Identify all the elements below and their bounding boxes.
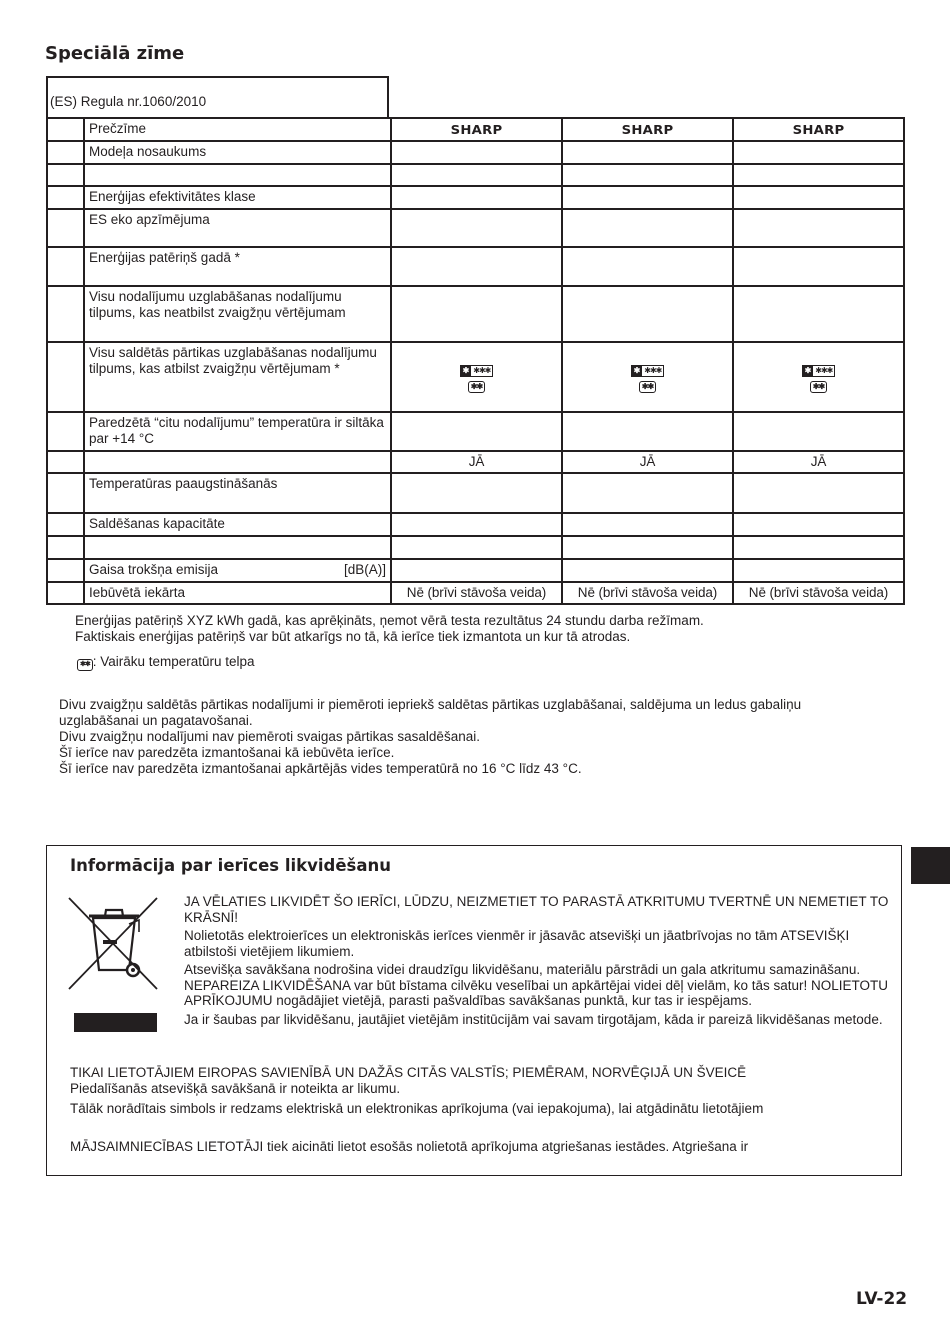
regulation-header — [46, 76, 389, 118]
value-cell — [391, 286, 562, 342]
note-line: Šī ierīce nav paredzēta izmantošanai apkārtējās vides temperatūrā no 16 °C līdz 43 °C. — [59, 761, 582, 776]
eu-line: Piedalīšanās atsevišķā savākšanā ir noteikta ar likumu. — [70, 1080, 401, 1096]
disposal-eu-section — [70, 1065, 890, 1159]
disposal-info-box — [46, 845, 902, 1176]
table-row — [47, 164, 904, 186]
row-index-cell — [47, 412, 84, 451]
row-label — [84, 559, 391, 582]
value-cell — [562, 582, 733, 604]
row-index-cell — [47, 559, 84, 582]
row-label-text: Saldēšanas kapacitāte — [89, 516, 225, 531]
two-star-icon: ✱✱ — [810, 381, 827, 393]
row-index-cell — [47, 513, 84, 536]
value-text: JĀ — [810, 454, 827, 469]
value-cell — [391, 247, 562, 286]
row-label — [84, 582, 391, 604]
crossed-out-bin-icon — [67, 896, 159, 991]
disposal-paragraph: Atsevišķa savākšana nodrošina videi draudzīgu likvidēšanu, materiālu pārstrādi un gala atkritumu samazināšanu. NEPAREIZA LIKVIDĒŠANA var būt bīstama cilvēku veselībai un apkārtējai videi dēļ vielām, ko tās satur! NOLIETOTU APRĪKOJUMU nogādājiet vietējā, parasti pašvaldības savākšanas punktā, kur tas ir iespējams. — [184, 962, 889, 1008]
value-cell — [733, 473, 904, 513]
row-index-cell — [47, 536, 84, 559]
disposal-paragraph: Nolietotās elektroierīces un elektroniskās ierīces vienmēr ir jāsavāc atsevišķi un jāatbrīvojas no tām ATSEVIŠĶI atbilstoši vietējiem likumiem. — [184, 928, 850, 959]
row-label — [84, 513, 391, 536]
row-label-text: Iebūvētā iekārta — [89, 585, 186, 600]
value-cell — [562, 164, 733, 186]
value-cell — [391, 473, 562, 513]
freezer-star-light: ✱✱✱ — [815, 366, 833, 375]
table-row — [47, 342, 904, 412]
symbol-legend — [77, 654, 255, 671]
row-label-text: Temperatūras paaugstināšanās — [89, 476, 278, 491]
row-index-cell — [47, 286, 84, 342]
row-index-cell — [47, 342, 84, 412]
row-label-text: Paredzētā “citu nodalījumu” temperatūra ir siltāka par +14 °C — [89, 415, 384, 446]
table-row — [47, 118, 904, 141]
disposal-text — [184, 894, 889, 1030]
row-index-cell — [47, 247, 84, 286]
brand-logo: SHARP — [792, 122, 845, 137]
table-row — [47, 286, 904, 342]
value-cell — [733, 582, 904, 604]
spec-table — [46, 117, 905, 605]
value-cell — [562, 209, 733, 247]
value-cell — [391, 164, 562, 186]
page-title: Speciālā zīme — [45, 43, 185, 64]
note-line: Šī ierīce nav paredzēta izmantošanai kā iebūvēta ierīce. — [59, 745, 395, 760]
energy-footnote-line-2: Faktiskais enerģijas patēriņš var būt atkarīgs no tā, kā ierīce tiek izmantota un kur tā atrodas. — [75, 629, 631, 644]
value-cell — [391, 513, 562, 536]
table-row — [47, 513, 904, 536]
row-label — [84, 141, 391, 164]
value-cell — [391, 451, 562, 473]
row-index-cell — [47, 141, 84, 164]
value-text: Nē (brīvi stāvoša veida) — [577, 585, 718, 600]
row-label — [84, 412, 391, 451]
value-text: JĀ — [639, 454, 656, 469]
value-cell — [733, 536, 904, 559]
value-cell — [733, 451, 904, 473]
value-cell — [391, 559, 562, 582]
table-row — [47, 473, 904, 513]
brand-logo: SHARP — [450, 122, 503, 137]
note-line: Divu zvaigžņu saldētās pārtikas nodalījumi ir piemēroti iepriekš saldētas pārtikas uzglabāšanai, saldējuma un ledus gabaliņu uzglabāšanai un pagatavošanai. — [59, 697, 802, 728]
freezer-star-light: ✱✱✱ — [473, 366, 491, 375]
symbol-line: Tālāk norādītais simbols ir redzams elektriskā un elektronikas aprīkojuma (vai iepakojuma), lai atgādinātu lietotājiem — [70, 1101, 764, 1116]
value-cell — [733, 513, 904, 536]
notes-block — [59, 697, 879, 777]
table-row — [47, 412, 904, 451]
row-label — [84, 286, 391, 342]
four-star-icon — [392, 361, 561, 393]
row-label — [84, 118, 391, 141]
row-label — [84, 186, 391, 209]
row-label — [84, 247, 391, 286]
value-cell — [562, 536, 733, 559]
row-index-cell — [47, 451, 84, 473]
value-cell — [391, 536, 562, 559]
value-cell — [733, 342, 904, 412]
value-cell — [733, 186, 904, 209]
value-cell — [391, 118, 562, 141]
row-index-cell — [47, 118, 84, 141]
row-label-text: ES eko apzīmējuma — [89, 212, 210, 227]
row-label — [84, 451, 391, 473]
value-cell — [562, 473, 733, 513]
table-row — [47, 582, 904, 604]
value-cell — [733, 412, 904, 451]
regulation-label: (ES) Regula nr.1060/2010 — [50, 94, 207, 109]
freezer-star-dark: ✱ — [633, 366, 641, 375]
value-cell — [733, 559, 904, 582]
table-row — [47, 186, 904, 209]
value-text: Nē (brīvi stāvoša veida) — [748, 585, 889, 600]
value-cell — [391, 186, 562, 209]
row-index-cell — [47, 209, 84, 247]
row-label-text: Gaisa trokšņa emisija — [89, 562, 219, 577]
freezer-star-dark: ✱ — [462, 366, 470, 375]
row-label — [84, 536, 391, 559]
two-star-icon: ✱✱ — [639, 381, 656, 393]
section-tab-marker — [911, 847, 950, 884]
freezer-star-dark: ✱ — [804, 366, 812, 375]
table-row — [47, 451, 904, 473]
four-star-icon — [734, 361, 903, 393]
row-index-cell — [47, 186, 84, 209]
row-label-text: Enerģijas efektivitātes klase — [89, 189, 256, 204]
value-cell — [562, 118, 733, 141]
value-cell — [562, 451, 733, 473]
table-row — [47, 209, 904, 247]
row-label-text: Modeļa nosaukums — [89, 144, 207, 159]
row-index-cell — [47, 582, 84, 604]
two-star-icon: ✱✱ — [77, 659, 93, 671]
brand-logo: SHARP — [621, 122, 674, 137]
value-cell — [733, 209, 904, 247]
eu-heading: TIKAI LIETOTĀJIEM EIROPAS SAVIENĪBĀ UN DAŽĀS CITĀS VALSTĪS; PIEMĒRAM, NORVĒĢIJĀ UN ŠVEICĒ — [70, 1065, 747, 1080]
black-bar-marker — [74, 1013, 157, 1032]
value-cell — [733, 141, 904, 164]
table-row — [47, 559, 904, 582]
value-cell — [562, 559, 733, 582]
value-cell — [733, 247, 904, 286]
value-cell — [562, 342, 733, 412]
value-cell — [391, 141, 562, 164]
table-row — [47, 536, 904, 559]
row-label-text: Enerģijas patēriņš gadā * — [89, 250, 240, 265]
row-label-text: Prečzīme — [89, 121, 147, 136]
two-star-icon: ✱✱ — [468, 381, 485, 393]
row-label-text: Visu saldētās pārtikas uzglabāšanas nodalījumu tilpums, kas atbilst zvaigžņu vērtējumam * — [89, 345, 377, 376]
row-label — [84, 342, 391, 412]
value-cell — [562, 513, 733, 536]
value-cell — [391, 582, 562, 604]
household-line: MĀJSAIMNIECĪBAS LIETOTĀJI tiek aicināti lietot esošās nolietotā aprīkojuma atgriešanas iestādes. Atgriešana ir — [70, 1138, 749, 1154]
value-cell — [391, 209, 562, 247]
value-cell — [733, 164, 904, 186]
symbol-legend-text: : Vairāku temperatūru telpa — [92, 654, 255, 669]
table-row — [47, 141, 904, 164]
row-index-cell — [47, 473, 84, 513]
value-cell — [562, 247, 733, 286]
value-cell — [562, 286, 733, 342]
four-star-icon — [563, 361, 732, 393]
value-cell — [733, 286, 904, 342]
row-label — [84, 209, 391, 247]
value-cell — [562, 141, 733, 164]
table-row — [47, 247, 904, 286]
energy-footnote-line-1: Enerģijas patēriņš XYZ kWh gadā, kas aprēķināts, ņemot vērā testa rezultātus 24 stundu darba režīmam. — [75, 613, 704, 628]
energy-footnote — [75, 613, 704, 645]
disposal-paragraph: Ja ir šaubas par likvidēšanu, jautājiet vietējām institūcijām vai savam tirgotājam, kāda ir pareizā likvidēšanas metode. — [184, 1011, 883, 1027]
value-cell — [391, 412, 562, 451]
note-line: Divu zvaigžņu nodalījumi nav piemēroti svaigas pārtikas sasaldēšanai. — [59, 729, 480, 744]
freezer-star-light: ✱✱✱ — [644, 366, 662, 375]
row-label — [84, 164, 391, 186]
value-cell — [562, 186, 733, 209]
page-number: LV-22 — [856, 1289, 908, 1309]
value-text: JĀ — [468, 454, 485, 469]
row-label-text: Visu nodalījumu uzglabāšanas nodalījumu tilpums, kas neatbilst zvaigžņu vērtējumam — [89, 289, 346, 320]
value-cell — [391, 342, 562, 412]
disposal-paragraph: JA VĒLATIES LIKVIDĒT ŠO IERĪCI, LŪDZU, NEIZMETIET TO PARASTĀ ATKRITUMU TVERTNĒ UN NEMETIET TO KRĀSNĪ! — [184, 894, 889, 925]
value-cell — [733, 118, 904, 141]
value-cell — [562, 412, 733, 451]
row-label — [84, 473, 391, 513]
value-text: Nē (brīvi stāvoša veida) — [406, 585, 547, 600]
row-index-cell — [47, 164, 84, 186]
row-unit: [dB(A)] — [343, 562, 386, 577]
disposal-heading: Informācija par ierīces likvidēšanu — [70, 856, 391, 875]
